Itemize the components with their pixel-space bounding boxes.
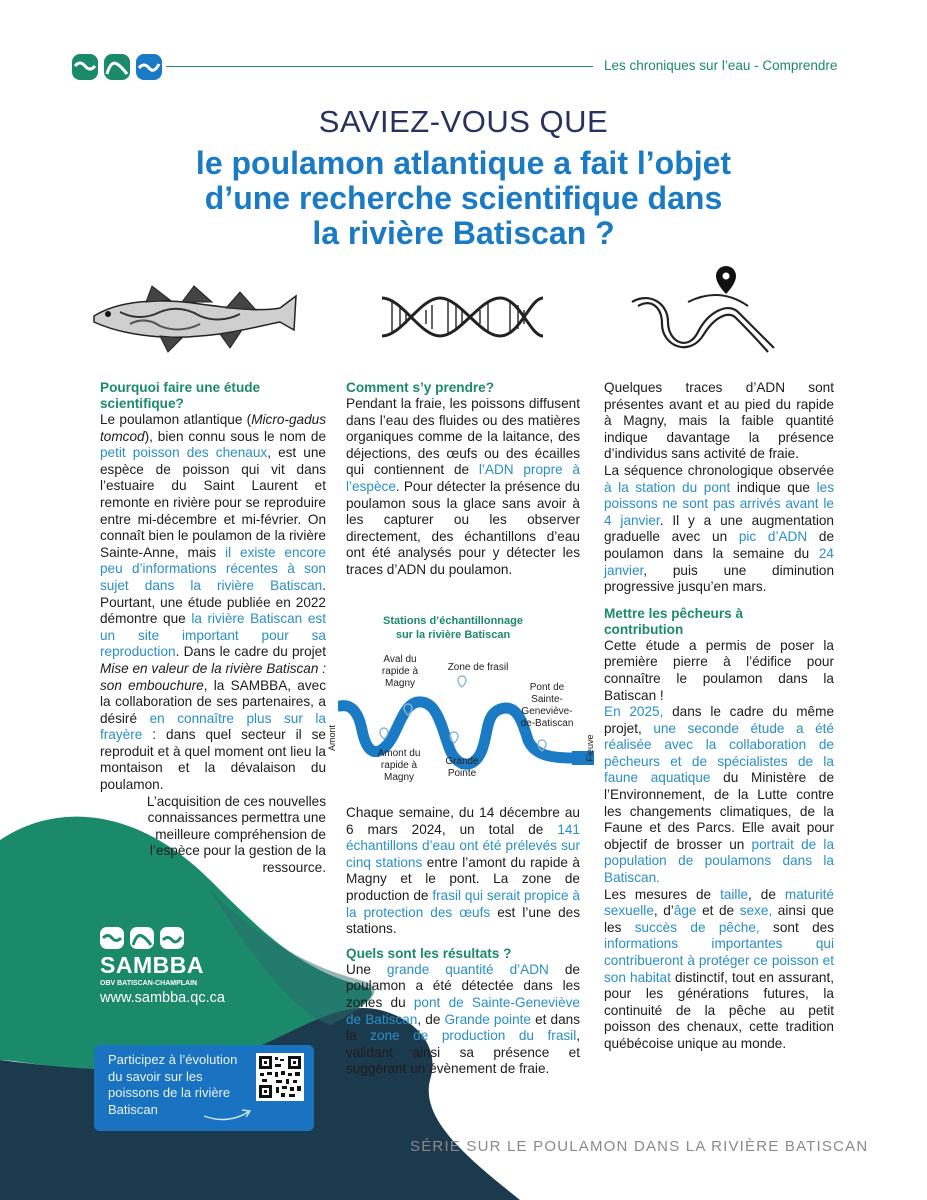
header-rule [166, 66, 593, 67]
highlight: sexe, [739, 903, 773, 919]
paragraph: Quelques traces d’ADN sont présentes avant et au pied du rapide à Magny, mais la faible quantité indique davantage la présence d’individus sans activité de fraie. [604, 380, 834, 462]
highlight: les poissons ne sont pas arrivés avant le 4 janvier [604, 479, 834, 528]
text: , validant ainsi sa présence et suggérant un évènement de fraie. [346, 1028, 581, 1077]
map-label-line: Amont du [377, 748, 421, 759]
text: . Pour détecter la présence du poulamon sous la glace sans avoir à les capturer ou les observer directement, des échantillons d’eau ont été analysés pour y détecter les traces d’ADN du poulamon. [346, 478, 580, 577]
text: est l’une des stations. [346, 904, 580, 937]
text: distinctif, tout en assurant, pour les générations futures, la continuité de la pêche au petit poisson des chenaux, cette tradition québécoise unique au monde. [604, 969, 834, 1051]
map-label-amont [372, 748, 426, 784]
paragraph: L’acquisition de ces nouvelles connaissances permettra une meilleure compréhension de l’espèce pour la gestion de la ressource. [146, 793, 326, 876]
section-heading: Comment s’y prendre? [346, 380, 495, 395]
highlight: il existe encore peu d’informations récentes à son sujet dans la rivière Batiscan [100, 544, 326, 593]
series-label: Les chroniques sur l’eau - Comprendre [604, 58, 838, 73]
paragraph [346, 962, 580, 1078]
map-label-line: Magny [384, 678, 415, 689]
column-1 [100, 380, 326, 877]
highlight: 141 échantillons d’eau ont été prélevés sur cinq stations [346, 821, 580, 870]
pretitle: SAVIEZ-VOUS QUE [318, 104, 609, 139]
map-label-line: rapide à [380, 760, 418, 771]
heading-line: Mettre les pêcheurs à [604, 605, 744, 621]
highlight: en connaître plus sur la frayère [100, 710, 326, 743]
heading-line: contribution [604, 621, 684, 637]
text: Mise en valeur de la rivière Batiscan : son embouchure [100, 660, 326, 693]
text: , de [748, 886, 785, 902]
map-label-line: rapide à [381, 666, 419, 677]
paragraph [346, 805, 580, 938]
text: . Il y a une augmentation graduelle avec un [604, 512, 834, 545]
text: Une [346, 961, 387, 977]
title-line: le poulamon atlantique a fait l’objet [195, 145, 732, 181]
paragraph [604, 704, 834, 887]
map-title-line: Stations d’échantillonnage [383, 615, 523, 627]
paragraph [604, 463, 834, 596]
column-2-bottom [346, 805, 580, 1078]
map-label-line: Grande [445, 756, 479, 767]
paragraph [346, 396, 580, 579]
paragraph [604, 887, 834, 1053]
text: dans le cadre du même projet, [604, 704, 835, 736]
highlight: succès de pêche, [634, 919, 760, 935]
highlight: grande quantité d’ADN [386, 961, 549, 977]
highlight: petit poisson des chenaux [100, 445, 268, 461]
map-label-line: Geneviève- [521, 706, 573, 717]
text: Les mesures de [604, 886, 721, 902]
text: de poulamon a été détectée dans les zones du [346, 961, 580, 1010]
qr-callout-text: Participez à l’évolution du savoir sur les poissons de la rivière Batiscan [108, 1052, 238, 1117]
text: , est une espèce de poisson qui vit dans l’estuaire du Saint Laurent et remonte en rivière pour se reproduire entre mi-décembre et mi-février. On connaît bien le poulamon de la rivière Sainte-Anne, mais [100, 445, 326, 560]
highlight: la rivière Batiscan est un site important pour sa reproduction [100, 611, 326, 660]
text: , de [417, 1011, 445, 1027]
highlight: l’ADN propre à l’espèce [346, 462, 580, 494]
highlight: âge [673, 903, 697, 919]
highlight: une seconde étude a été réalisée avec la collaboration de pêcheurs et de spécialistes de la faune aquatique [604, 720, 834, 786]
highlight: maturité sexuelle [604, 886, 834, 919]
highlight: taille [720, 886, 749, 902]
title-line: d’une recherche scientifique dans [204, 180, 723, 216]
highlight: frasil qui serait propice à la protection des œufs [346, 887, 580, 920]
text: de poulamon dans la semaine du [604, 529, 835, 561]
map-label-line: Pont de [529, 682, 565, 693]
map-label-line: Sainte- [531, 694, 563, 705]
highlight: zone de production du frasil [370, 1028, 577, 1044]
fish-illustration-icon [90, 282, 300, 356]
website-link[interactable]: www.sambba.qc.ca [100, 990, 225, 1006]
text: . Pourtant, une étude publiée en 2022 démontre que [100, 577, 326, 627]
map-label-frasil: Zone de frasil [447, 662, 509, 673]
arrow-icon [200, 1104, 256, 1124]
text: et dans la [346, 1011, 580, 1044]
text: , d’ [653, 903, 674, 919]
text: . Dans le cadre du projet [175, 644, 326, 660]
heading-line: Pourquoi faire une étude [100, 380, 261, 395]
sambba-brand-icon [100, 926, 186, 950]
map-label-amont-side: Amont [327, 725, 337, 752]
highlight: informations importantes qui contribueront à protéger ce poisson et son habitat [604, 936, 834, 985]
map-label-aval [378, 654, 422, 690]
column-2 [346, 380, 580, 579]
river-pin-icon [628, 262, 780, 356]
highlight: En 2025, [604, 704, 664, 720]
text: La séquence chronologique observée [604, 462, 834, 478]
section-heading [604, 606, 834, 638]
highlight: Grande pointe [444, 1011, 531, 1027]
page-title [60, 146, 867, 251]
highlight: à la station du pont [604, 479, 731, 495]
text: et de [696, 903, 740, 919]
column-3 [604, 380, 834, 1053]
section-heading: Quels sont les résultats ? [346, 945, 512, 961]
paragraph [100, 412, 326, 794]
title-line: la rivière Batiscan ? [312, 215, 615, 251]
paragraph: Cette étude a permis de poser la première pierre à l’édifice pour connaître le poulamon dans la Batiscan ! [604, 637, 834, 703]
brand-name: SAMBBA [100, 952, 204, 978]
text: , la SAMBBA, avec la collaboration de ses partenaires, a désiré [100, 677, 327, 726]
brand-subtitle: OBV BATISCAN-CHAMPLAIN [100, 980, 198, 987]
highlight: pont de Sainte-Geneviève de Batiscan [346, 994, 580, 1027]
text: entre l’amont du rapide à Magny et le pont. La zone de production de [346, 854, 580, 903]
text: Micro-gadus tomcod [100, 412, 326, 444]
map-label-line: de-Batiscan [520, 718, 574, 729]
heading-line: scientifique? [100, 396, 184, 411]
highlight: portrait de la population de poulamons dans la Batiscan. [604, 836, 835, 886]
text: ainsi que les [604, 903, 834, 935]
dna-icon [380, 292, 545, 342]
text: Pendant la fraie, les poissons diffusent dans l’eau des fluides ou des matières organiques comme de la laitance, des déjections, des œufs ou des écailles qui contiennent de [346, 396, 580, 478]
text: Chaque semaine, du 14 décembre au 6 mars 2024, un total de [346, 805, 580, 837]
map-title [360, 614, 546, 642]
section-heading [100, 380, 326, 412]
footer-series: SÉRIE SUR LE POULAMON DANS LA RIVIÈRE BATISCAN [410, 1138, 869, 1155]
sambba-logo-icon [72, 52, 164, 82]
highlight: pic d’ADN [738, 529, 808, 545]
map-label-line: Magny [383, 772, 414, 783]
text: du Ministère de l’Environnement, de la Lutte contre les changements climatiques, de la Faune et des Parcs. Elle avait pour objectif de brosser un [604, 770, 835, 852]
text: indique que [730, 479, 817, 495]
map-label-pont [518, 682, 576, 730]
map-label-grande-pointe [440, 756, 484, 780]
map-label-line: Pointe [447, 768, 477, 779]
qr-code-icon[interactable] [256, 1053, 304, 1101]
text: , puis une diminution progressive jusqu’en mars. [604, 562, 834, 595]
text: Le poulamon atlantique ( [100, 412, 252, 427]
text: ), bien connu sous le nom de [144, 428, 326, 444]
text: : dans quel secteur il se reproduit et à quel moment ont lieu la montaison et la dévalaison du poulamon. [100, 727, 326, 793]
map-title-line: sur la rivière Batiscan [395, 629, 511, 641]
map-label-fleuve: Fleuve [585, 734, 595, 762]
highlight: 24 janvier [604, 545, 834, 578]
map-label-line: Aval du [383, 654, 417, 665]
text: sont des [759, 919, 835, 935]
